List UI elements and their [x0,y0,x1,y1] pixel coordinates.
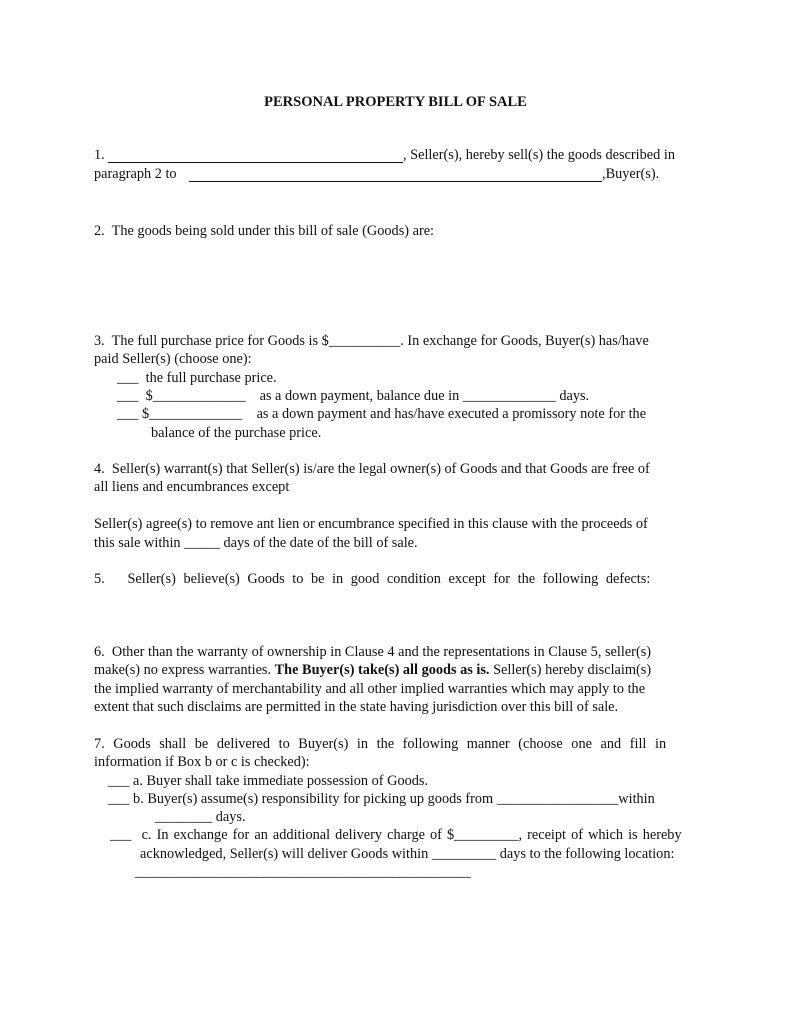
p7-option-a: ___ a. Buyer shall take immediate possession of Goods. [108,773,429,789]
p6-as-is-statement: The Buyer(s) take(s) all goods as is. [274,662,490,678]
p3-option-down-payment-blank: ___ $_____________ [117,388,246,404]
p3-option-promissory-blank: ___ $_____________ [117,406,243,422]
p3-option-full-price: ___ the full purchase price. [117,370,277,386]
p3-line-1: 3. The full purchase price for Goods is $__________. In exchange for Goods, Buyer(s) has/have [94,333,649,349]
p6-line-2-start: make(s) no express warranties. [94,662,275,678]
p2-goods-text: 2. The goods being sold under this bill of sale (Goods) are: [94,223,435,239]
p4-line-4: this sale within _____ days of the date of the bill of sale. [94,535,418,551]
seller-name-line[interactable] [108,162,403,163]
p4-line-3: Seller(s) agree(s) to remove ant lien or encumbrance specified in this clause with the proceeds of [94,516,648,532]
p6-line-4: extent that such disclaims are permitted in the state having jurisdiction over this bill of sale. [94,699,619,715]
p7-option-b-cont: ________ days. [155,809,246,825]
p1-paragraph-text: paragraph 2 to [94,166,177,182]
p7-option-c-cont: acknowledged, Seller(s) will deliver Goods within _________ days to the following location: [140,846,675,862]
p6-line-3: the implied warranty of merchantability and all other implied warranties which may apply to the [94,681,646,697]
p7-line-2: information if Box b or c is checked): [94,754,310,770]
p3-option-promissory-text: as a down payment and has/have executed a promissory note for the [253,406,647,422]
p6-line-1: 6. Other than the warranty of ownership in Clause 4 and the representations in Clause 5, seller(s) [94,644,652,660]
delivery-location-line[interactable]: _______________________________________________ [135,864,471,880]
p7-line-1: 7. Goods shall be delivered to Buyer(s) in the following manner (choose one and fill in [94,736,667,752]
p3-option-promissory-cont: balance of the purchase price. [151,425,322,441]
p4-line-2: all liens and encumbrances except [94,479,290,495]
p1-number: 1. [94,147,105,163]
p1-buyer-text: ,Buyer(s). [602,166,660,182]
p6-line-2 [94,662,651,679]
p7-option-b: ___ b. Buyer(s) assume(s) responsibility for picking up goods from _________________within [108,791,655,807]
p1-seller-text: , Seller(s), hereby sell(s) the goods described in [403,147,675,163]
p7-option-c: ___ c. In exchange for an additional delivery charge of $_________, receipt of which is hereby [110,827,682,843]
p3-option-down-payment-text: as a down payment, balance due in _____________ days. [256,388,590,404]
document-title: PERSONAL PROPERTY BILL OF SALE [264,94,527,110]
p4-line-1: 4. Seller(s) warrant(s) that Seller(s) is/are the legal owner(s) of Goods and that Goods are free of [94,461,650,477]
p5-defects-text: 5. Seller(s) believe(s) Goods to be in good condition except for the following defects: [94,571,651,587]
p6-line-2-end: Seller(s) hereby disclaim(s) [489,662,652,678]
buyer-name-line[interactable] [189,181,602,182]
p3-line-2: paid Seller(s) (choose one): [94,351,252,367]
